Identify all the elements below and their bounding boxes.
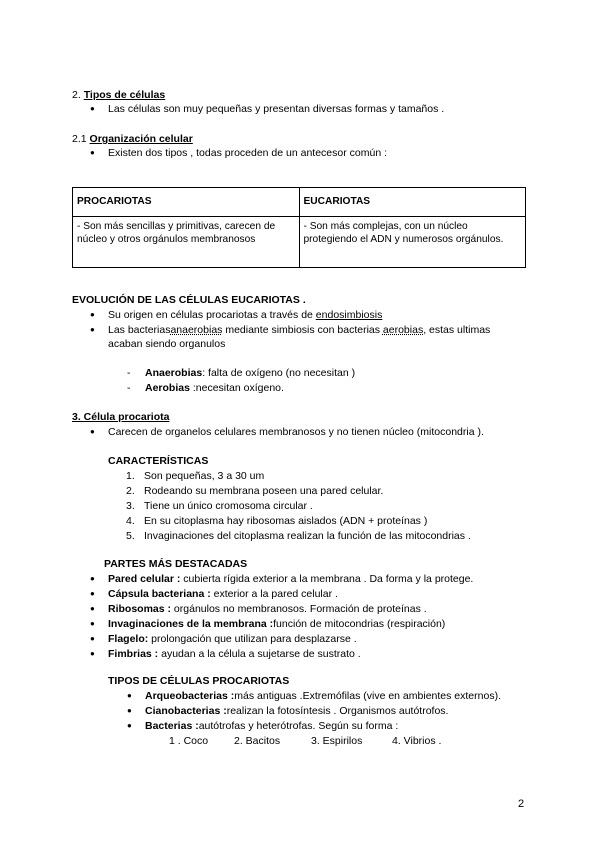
- def-aerobias-desc: :necesitan oxígeno.: [189, 382, 284, 394]
- bullet-icon: ●: [127, 691, 132, 700]
- tipo-desc: autótrofas y heterótrofas. Según su forma :: [198, 720, 399, 732]
- parte-item: [108, 632, 357, 646]
- parte-item: [108, 617, 445, 631]
- bullet-icon: ●: [127, 706, 132, 715]
- caracteristica-item: Invaginaciones del citoplasma realizan la función de las mitocondrias .: [144, 530, 471, 542]
- caracteristica-item: Son pequeñas, 3 a 30 um: [144, 470, 265, 482]
- parte-desc: cubierta rígida exterior a la membrana . Da forma y la protege.: [180, 573, 474, 585]
- tipo-term: Bacterias :: [145, 720, 199, 732]
- section-3-title: 3. Célula procariota: [72, 411, 170, 423]
- section-21-number: 2.1: [72, 133, 87, 145]
- parte-term: Cápsula bacteriana :: [108, 588, 211, 600]
- evolucion-b2-mid: mediante simbiosis con bacterias: [222, 324, 383, 336]
- bullet-icon: ●: [90, 649, 95, 658]
- page-number: 2: [518, 798, 525, 810]
- tipo-desc: realizan la fotosíntesis . Organismos autótrofos.: [226, 705, 449, 717]
- tipo-term: Cianobacterias :: [145, 705, 227, 717]
- parte-desc: ayudan a la célula a sujetarse de sustrato .: [158, 648, 361, 660]
- section-21-title: Organización celular: [89, 133, 193, 145]
- parte-desc: prolongación que utilizan para desplazarse .: [148, 633, 357, 645]
- table-header-row: [73, 188, 526, 217]
- parte-term: Flagelo:: [108, 633, 149, 645]
- partes-heading: PARTES MÁS DESTACADAS: [104, 558, 248, 570]
- parte-item: [108, 647, 361, 661]
- section-2-title: Tipos de células: [83, 89, 166, 101]
- section-2-heading: [72, 88, 165, 102]
- parte-term: Invaginaciones de la membrana :: [108, 618, 274, 630]
- caracteristica-item: Rodeando su membrana poseen una pared celular.: [144, 485, 384, 497]
- evolucion-heading: EVOLUCIÓN DE LAS CÉLULAS EUCARIOTAS .: [72, 294, 306, 306]
- caracteristica-num: 2.: [126, 485, 135, 497]
- dash-icon: -: [127, 367, 131, 379]
- bullet-icon: ●: [90, 148, 95, 157]
- parte-term: Pared celular :: [108, 573, 181, 585]
- comparison-table: [72, 187, 526, 268]
- parte-term: Ribosomas :: [108, 603, 172, 615]
- caracteristicas-heading: CARACTERÍSTICAS: [108, 455, 209, 467]
- bullet-icon: ●: [90, 574, 95, 583]
- bullet-icon: ●: [90, 604, 95, 613]
- bullet-icon: ●: [90, 310, 95, 319]
- section-21-heading: [72, 132, 193, 146]
- evolucion-bullet-1: [108, 308, 382, 322]
- tipo-item: [145, 689, 501, 703]
- forma-item: 1 . Coco: [169, 735, 209, 747]
- bullet-icon: ●: [90, 427, 95, 436]
- forma-item: 3. Espirilos: [311, 735, 363, 747]
- forma-item: 4. Vibrios .: [392, 735, 442, 747]
- caracteristica-num: 3.: [126, 500, 135, 512]
- caracteristica-num: 5.: [126, 530, 135, 542]
- parte-desc: exterior a la pared celular .: [210, 588, 338, 600]
- evolucion-b1-text: Su origen en células procariotas a través de: [108, 309, 316, 321]
- aerobias-term: aerobias: [382, 324, 424, 336]
- def-aerobias: [145, 381, 284, 395]
- table-header-procariotas: PROCARIOTAS: [73, 188, 300, 217]
- parte-desc: función de mitocondrias (respiración): [273, 618, 446, 630]
- evolucion-b2-post: , estas ultimas: [423, 324, 491, 336]
- parte-item: [108, 572, 473, 586]
- bullet-icon: ●: [127, 721, 132, 730]
- section-3-bullet: Carecen de organelos celulares membranosos y no tienen núcleo (mitocondria ).: [108, 426, 484, 438]
- section-2-bullet: Las células son muy pequeñas y presentan diversas formas y tamaños .: [108, 103, 445, 115]
- section-21-bullet: Existen dos tipos , todas proceden de un antecesor común :: [108, 147, 388, 159]
- table-cell-procariotas: - Son más sencillas y primitivas, carecen de núcleo y otros orgánulos membranosos: [73, 217, 300, 268]
- dash-icon: -: [127, 382, 131, 394]
- bullet-icon: ●: [90, 634, 95, 643]
- tipo-item: [145, 719, 398, 733]
- tipo-desc: más antiguas .Extremófilas (vive en ambientes externos).: [234, 690, 501, 702]
- tipo-term: Arqueobacterias :: [145, 690, 235, 702]
- caracteristica-item: Tiene un único cromosoma circular .: [144, 500, 313, 512]
- bullet-icon: ●: [90, 589, 95, 598]
- parte-desc: orgánulos no membranosos. Formación de proteínas .: [171, 603, 427, 615]
- forma-item: 2. Bacitos: [234, 735, 281, 747]
- parte-item: [108, 587, 338, 601]
- def-anaerobias-term: Anaerobias: [145, 367, 203, 379]
- def-anaerobias: [145, 366, 355, 380]
- endosimbiosis-term: endosimbiosis: [315, 309, 383, 321]
- table-cell-eucariotas: - Son más complejas, con un núcleo protegiendo el ADN y numerosos orgánulos.: [299, 217, 526, 268]
- bullet-icon: ●: [90, 104, 95, 113]
- def-aerobias-term: Aerobias: [145, 382, 190, 394]
- tipos-heading: TIPOS DE CÉLULAS PROCARIOTAS: [108, 675, 290, 687]
- caracteristica-item: En su citoplasma hay ribosomas aislados (ADN + proteínas ): [144, 515, 428, 527]
- caracteristica-num: 1.: [126, 470, 135, 482]
- table-header-eucariotas: EUCARIOTAS: [299, 188, 526, 217]
- parte-item: [108, 602, 427, 616]
- bullet-icon: ●: [90, 325, 95, 334]
- bullet-icon: ●: [90, 619, 95, 628]
- parte-term: Fimbrias :: [108, 648, 159, 660]
- table-row: [73, 217, 526, 268]
- anaerobias-term: anaerobias: [170, 324, 223, 336]
- evolucion-bullet-2-line2: acaban siendo organulos: [108, 338, 226, 350]
- caracteristica-num: 4.: [126, 515, 135, 527]
- tipo-item: [145, 704, 448, 718]
- section-2-number: 2.: [72, 89, 81, 101]
- def-anaerobias-desc: : falta de oxígeno (no necesitan ): [202, 367, 356, 379]
- evolucion-b2-text: Las bacterias: [108, 324, 171, 336]
- evolucion-bullet-2: [108, 323, 490, 337]
